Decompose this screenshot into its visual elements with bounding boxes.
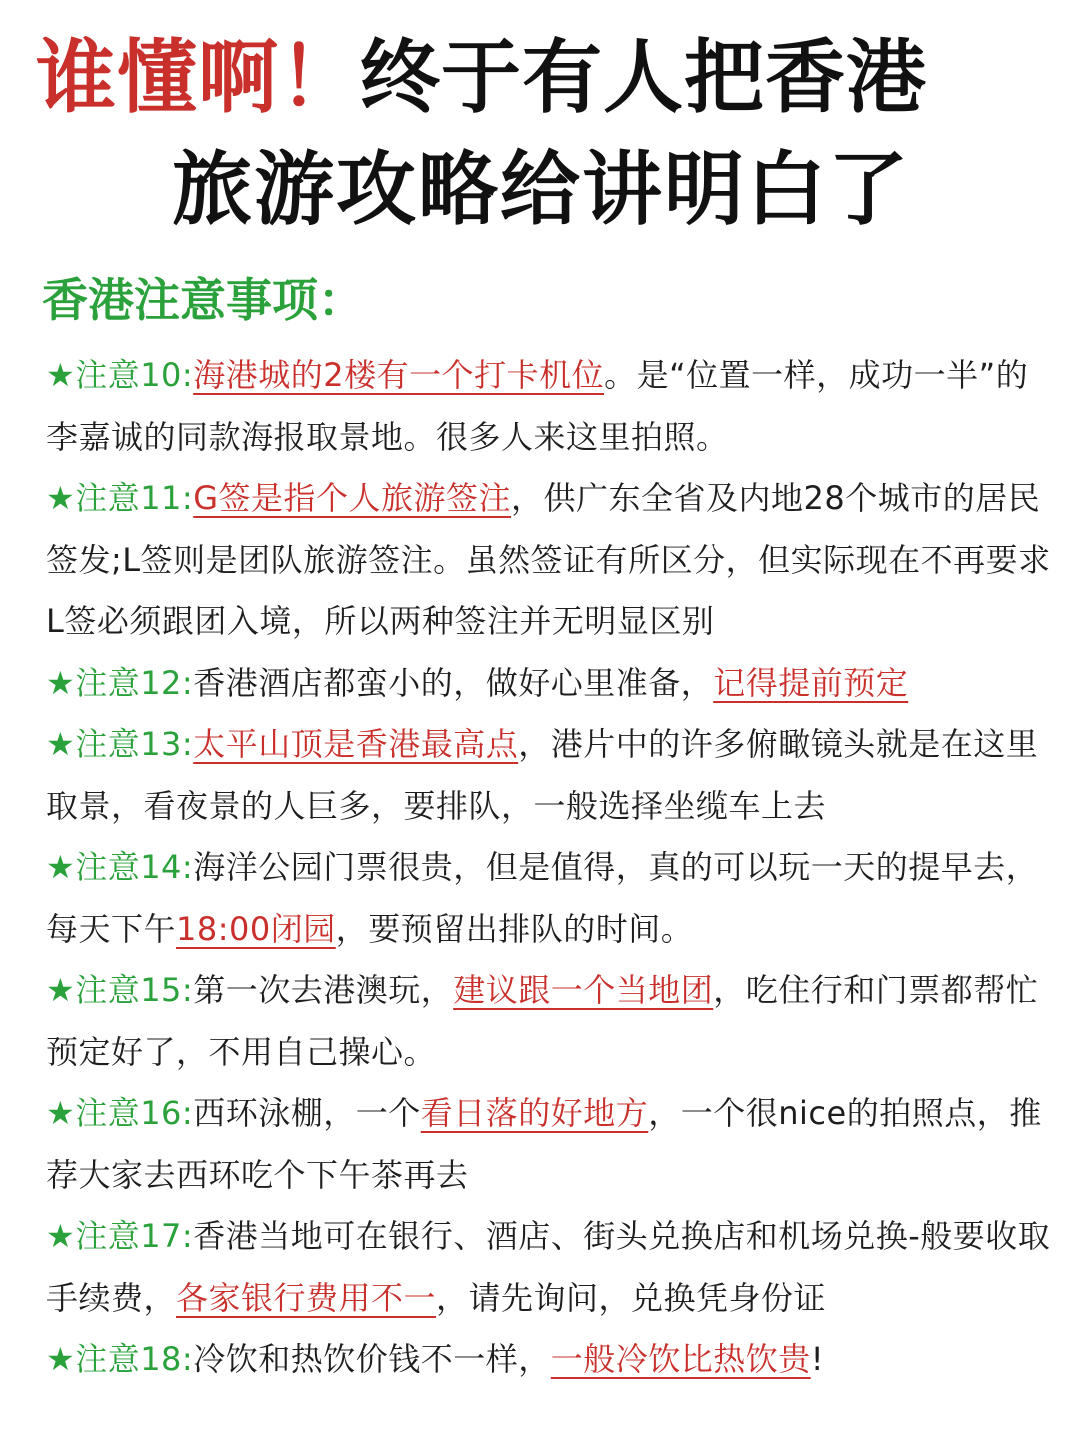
note-highlight: 看日落的好地方: [420, 1094, 649, 1132]
note-text: 西环泳棚，一个: [193, 1094, 421, 1132]
note-text: 香港酒店都蛮小的，做好心里准备，: [193, 663, 714, 702]
note-text: 第一次去港澳玩，: [193, 971, 454, 1009]
note-text: ，吃住行和门票都帮忙预定好了，不用自己操心。: [46, 971, 1039, 1071]
page-title-line-1: [36, 28, 1080, 128]
note-text: ，港片中的许多俯瞰镜头就是在这里取景，看夜景的人巨多，要排队，一般选择坐缆车上去: [46, 725, 1039, 825]
section-heading: 香港注意事项：: [42, 273, 364, 327]
note-text: 海洋公园门票很贵，但是值得，真的可以玩一天的提早去，每天下午: [46, 848, 1039, 948]
note-11: [46, 468, 1051, 653]
title-text: 终于有人把香港: [360, 31, 927, 124]
note-highlight: 海港城的2楼有一个打卡机位: [193, 356, 605, 394]
note-18: [46, 1329, 1051, 1391]
note-label: ★注意11:: [46, 479, 194, 517]
note-text: !: [810, 1340, 825, 1378]
note-highlight: 记得提前预定: [713, 663, 909, 702]
note-highlight: 太平山顶是香港最高点: [193, 725, 519, 763]
note-17: [46, 1206, 1051, 1329]
note-14: [46, 837, 1051, 960]
note-text: ，要预留出排队的时间。: [335, 909, 694, 948]
note-13: [46, 714, 1051, 837]
note-label: ★注意13:: [46, 725, 194, 763]
note-10: [46, 345, 1051, 468]
note-label: ★注意12:: [46, 663, 194, 702]
note-label: ★注意10:: [46, 356, 194, 394]
page-title-line-2: 旅游攻略给讲明白了: [172, 143, 910, 236]
note-highlight: 各家银行费用不一: [176, 1278, 437, 1317]
note-text: 冷饮和热饮价钱不一样，: [193, 1340, 551, 1378]
note-highlight: 建议跟一个当地团: [453, 971, 714, 1009]
note-label: ★注意16:: [46, 1094, 194, 1132]
note-highlight: 18:00闭园: [176, 909, 336, 948]
note-highlight: 一般冷饮比热饮贵: [550, 1340, 811, 1378]
notes-list: [46, 345, 1051, 1391]
note-label: ★注意17:: [46, 1217, 194, 1255]
note-highlight: G签是指个人旅游签注: [193, 479, 512, 517]
note-text: ，供广东全省及内地28个城市的居民签发;L签则是团队旅游签注。虽然签证有所区分，但实际现在不再要求L签必须跟团入境，所以两种签注并无明显区别: [46, 479, 1051, 640]
note-label: ★注意14:: [46, 848, 194, 886]
note-text: ，一个很nice的拍照点，推荐大家去西环吃个下午茶再去: [46, 1094, 1042, 1194]
note-text: ，请先询问，兑换凭身份证: [436, 1278, 827, 1317]
note-label: ★注意15:: [46, 971, 194, 1009]
note-16: [46, 1083, 1051, 1206]
note-text: 香港当地可在银行、酒店、街头兑换店和机场兑换-般要收取手续费，: [46, 1217, 1051, 1317]
note-text: 。是“位置一样，成功一半”的李嘉诚的同款海报取景地。很多人来这里拍照。: [46, 356, 1029, 456]
note-label: ★注意18:: [46, 1340, 194, 1378]
note-15: [46, 960, 1051, 1083]
title-highlight: 谁懂啊！: [36, 31, 360, 124]
note-12: [46, 653, 1051, 715]
